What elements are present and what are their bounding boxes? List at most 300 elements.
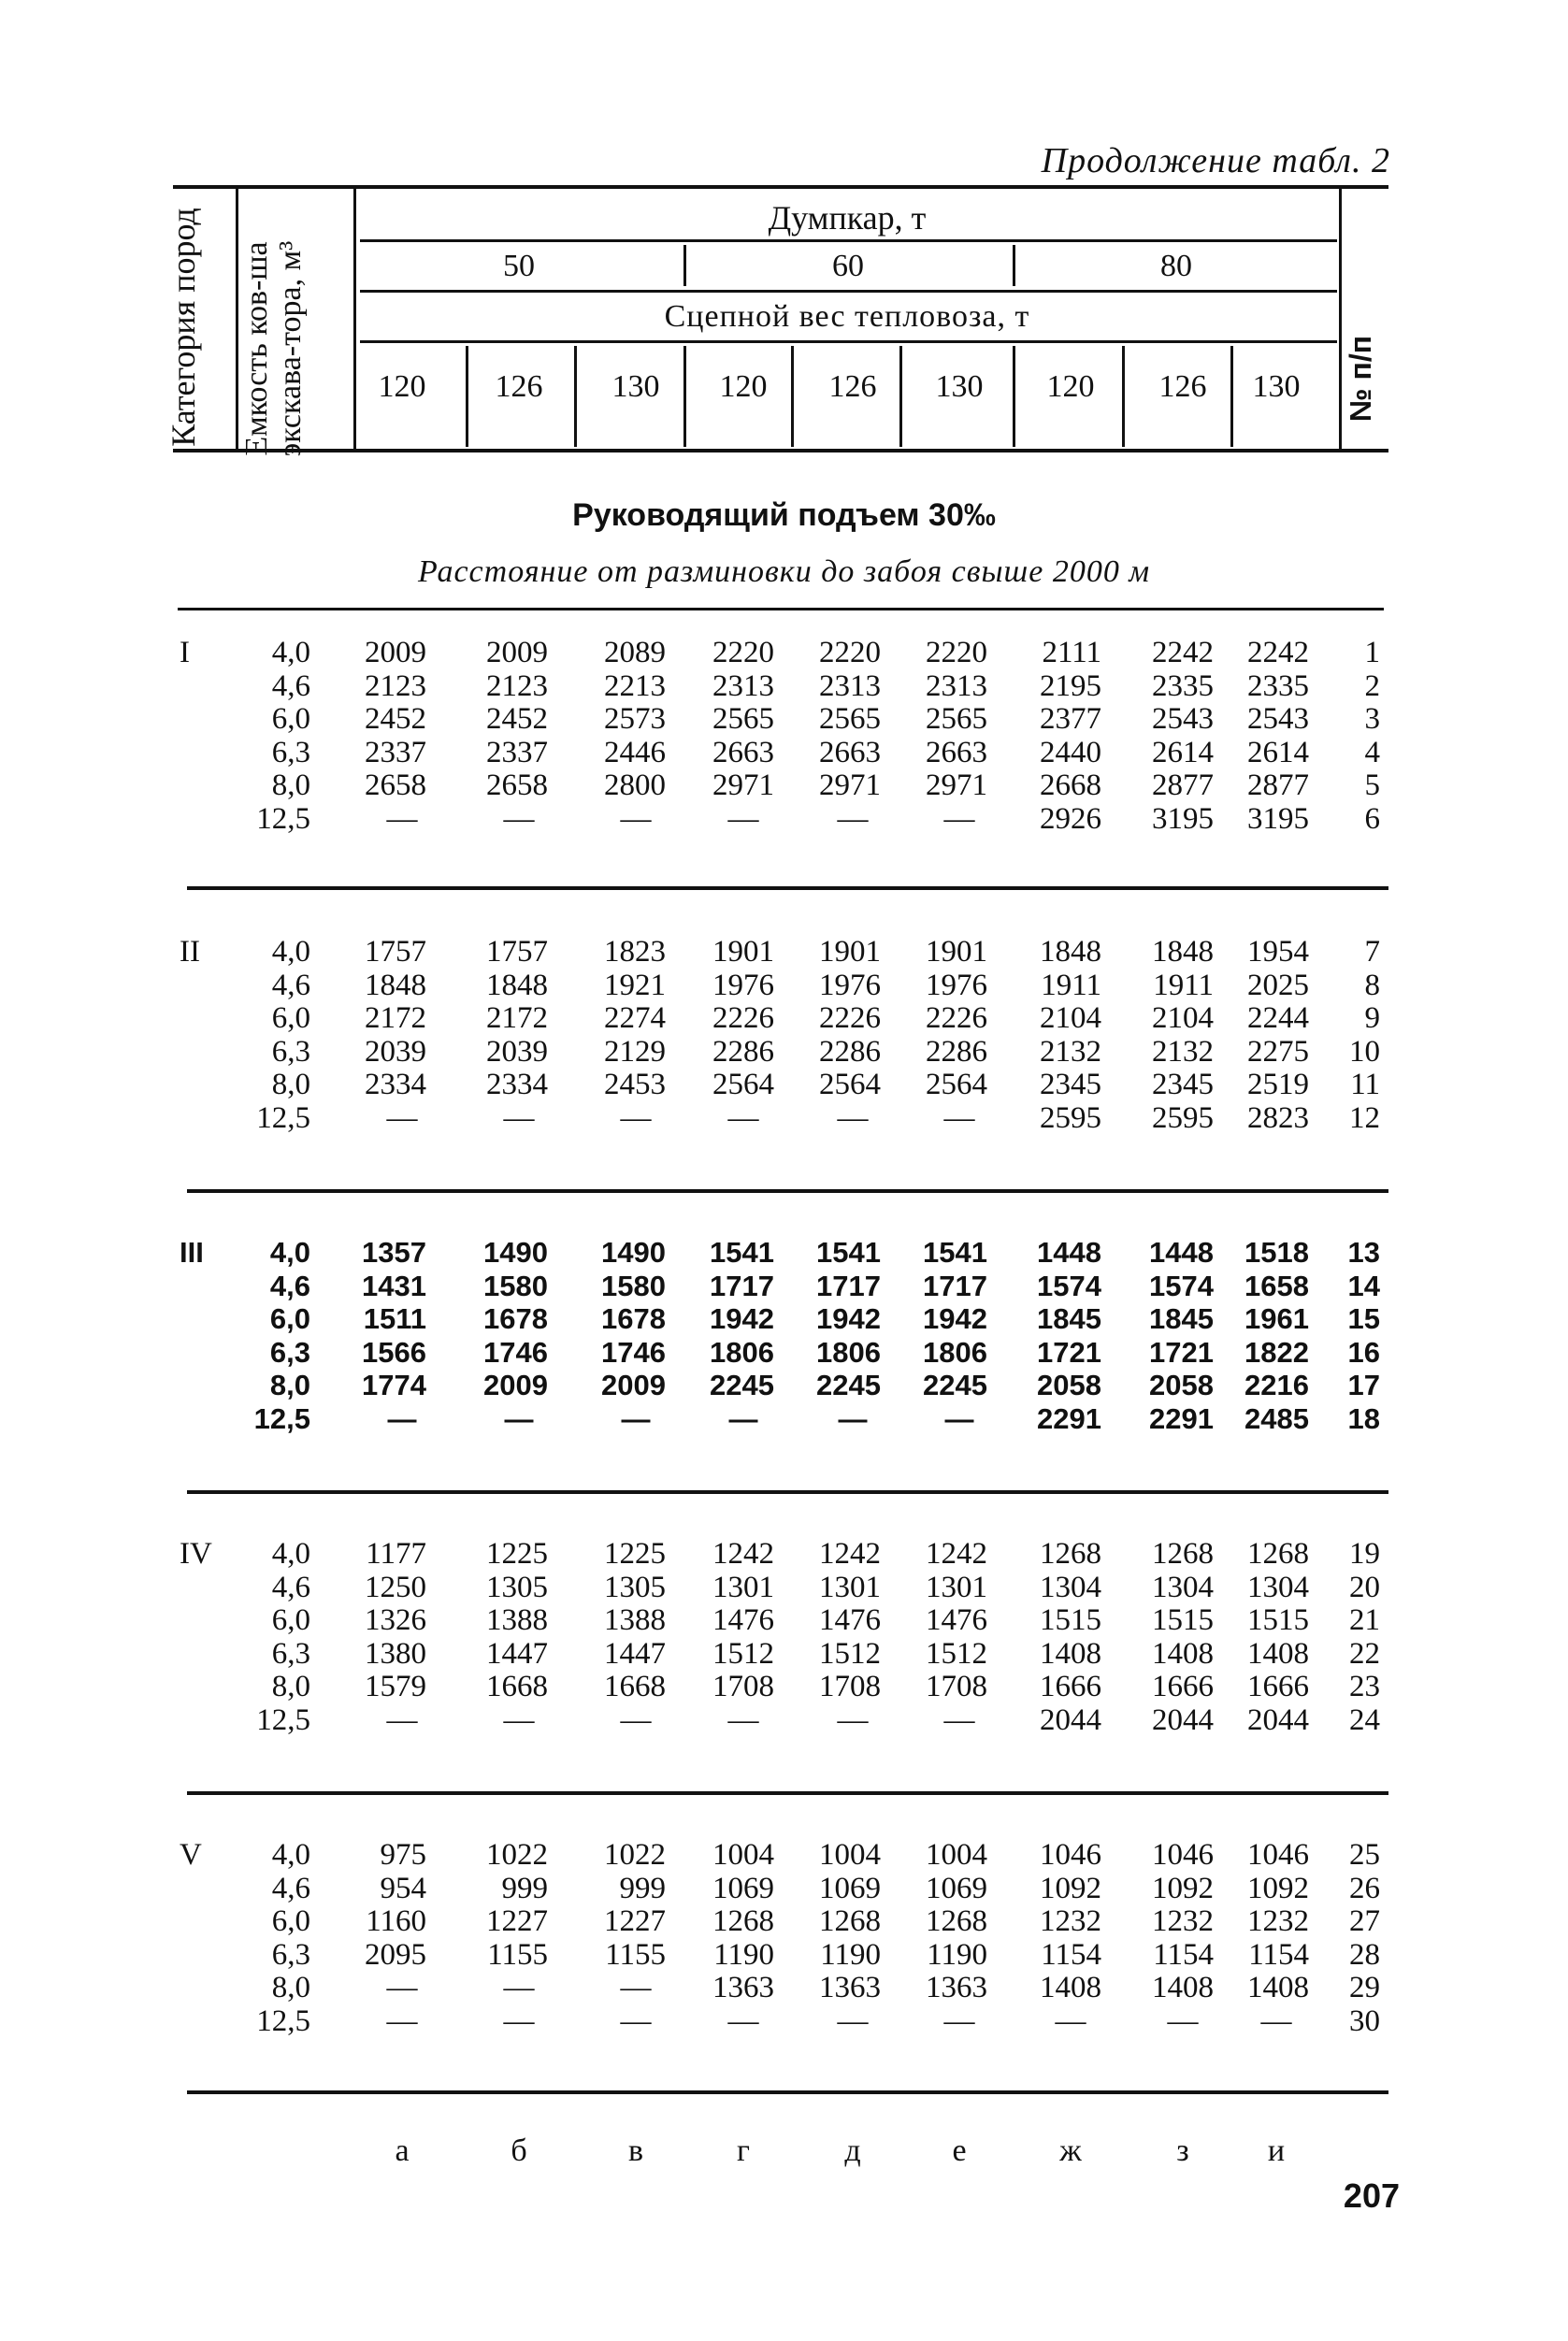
table-cell: 1515 <box>1247 1603 1309 1638</box>
row-number: 2 <box>1364 668 1380 703</box>
table-cell: 2044 <box>1152 1703 1214 1737</box>
table-cell: 1242 <box>819 1537 881 1571</box>
table-cell: 1388 <box>604 1603 666 1638</box>
table-cell: 1304 <box>1040 1570 1101 1604</box>
category-label: II <box>180 935 200 969</box>
table-cell: 2132 <box>1152 1034 1214 1069</box>
row-number: 21 <box>1349 1603 1380 1638</box>
bucket-capacity: 8,0 <box>271 1670 310 1704</box>
table-cell: 2044 <box>1247 1703 1309 1737</box>
row-number: 7 <box>1364 935 1380 969</box>
table-cell: 2039 <box>365 1034 426 1069</box>
table-cell: 2337 <box>365 735 426 769</box>
table-cell: 2335 <box>1152 668 1214 703</box>
table-cell: 1268 <box>712 1904 774 1939</box>
column-letter: б <box>511 2133 527 2168</box>
section-subtitle: Расстояние от разминовки до забоя свыше 2000 м <box>417 554 1151 589</box>
table-cell: 2226 <box>926 1001 987 1036</box>
table-cell: 1408 <box>1247 1636 1309 1671</box>
table-cell: 1160 <box>366 1904 426 1939</box>
row-number: 19 <box>1349 1537 1380 1571</box>
table-cell: 2614 <box>1152 735 1214 769</box>
table-cell: 1668 <box>486 1670 548 1704</box>
bucket-capacity: 6,0 <box>269 1302 310 1336</box>
header-divider <box>1230 346 1233 447</box>
table-cell: 2104 <box>1040 1001 1101 1036</box>
table-cell: 2668 <box>1040 768 1101 803</box>
table-cell: 2565 <box>819 702 881 737</box>
page-number: 207 <box>1343 2176 1400 2215</box>
table-cell: 1268 <box>1040 1537 1101 1571</box>
header-dumpcar-60: 60 <box>832 249 864 283</box>
row-number: 25 <box>1349 1838 1380 1872</box>
table-cell: — <box>1260 2004 1292 2038</box>
header-rule <box>360 340 1337 343</box>
table-cell: — <box>943 802 975 836</box>
table-cell: 2313 <box>819 668 881 703</box>
table-cell: 1305 <box>486 1570 548 1604</box>
row-number: 16 <box>1347 1335 1380 1369</box>
table-cell: — <box>386 1703 418 1737</box>
table-cell: 1092 <box>1040 1871 1101 1905</box>
table-cell: 2971 <box>926 768 987 803</box>
table-cell: 2543 <box>1152 702 1214 737</box>
table-cell: 1717 <box>710 1269 774 1302</box>
table-cell: 1155 <box>487 1937 548 1972</box>
bucket-capacity: 8,0 <box>269 1369 310 1402</box>
table-cell: 1363 <box>926 1971 987 2005</box>
table-cell: 2313 <box>712 668 774 703</box>
row-number: 28 <box>1349 1937 1380 1972</box>
table-cell: 2595 <box>1152 1101 1214 1135</box>
table-cell: 2658 <box>486 768 548 803</box>
table-cell: — <box>503 802 535 836</box>
table-cell: 1911 <box>1153 968 1214 1002</box>
table-cell: 1668 <box>604 1670 666 1704</box>
header-divider <box>1122 346 1125 447</box>
table-cell: 1408 <box>1247 1971 1309 2005</box>
row-number: 3 <box>1364 702 1380 737</box>
table-cell: 2286 <box>712 1034 774 1069</box>
table-cell: 1848 <box>486 968 548 1002</box>
table-cell: 1658 <box>1244 1269 1309 1302</box>
table-cell: 2334 <box>486 1068 548 1102</box>
table-cell: 1476 <box>926 1603 987 1638</box>
header-divider <box>1013 346 1015 447</box>
table-cell: — <box>620 1703 652 1737</box>
table-cell: 1154 <box>1248 1937 1309 1972</box>
table-cell: 2286 <box>819 1034 881 1069</box>
table-cell: 1304 <box>1247 1570 1309 1604</box>
table-cell: 2220 <box>819 636 881 669</box>
table-cell: 1666 <box>1247 1670 1309 1704</box>
category-label: IV <box>180 1537 212 1571</box>
table-cell: 2095 <box>365 1937 426 1972</box>
table-cell: 1678 <box>483 1302 548 1336</box>
column-letter: и <box>1267 2133 1286 2168</box>
table-cell: 2226 <box>819 1001 881 1036</box>
table-cell: 1301 <box>819 1570 881 1604</box>
bucket-capacity: 12,5 <box>256 1703 310 1737</box>
table-cell: — <box>837 802 869 836</box>
table-cell: 1268 <box>926 1904 987 1939</box>
table-cell: 1476 <box>712 1603 774 1638</box>
row-number: 22 <box>1349 1636 1380 1671</box>
table-cell: 1757 <box>486 935 548 969</box>
table-cell: 1515 <box>1152 1603 1214 1638</box>
table-cell: 2242 <box>1152 636 1214 669</box>
row-number: 11 <box>1350 1068 1380 1102</box>
table-cell: — <box>387 1402 417 1435</box>
column-letter: в <box>627 2133 644 2168</box>
header-loco-value: 120 <box>378 369 426 404</box>
header-dumpcar: Думпкар, т <box>768 199 927 237</box>
header-rule <box>360 239 1337 242</box>
header-category: Категория пород <box>165 208 202 447</box>
table-cell: 1363 <box>712 1971 774 2005</box>
bucket-capacity: 4,6 <box>271 1570 310 1604</box>
table-cell: — <box>727 1101 759 1135</box>
table-cell: 2453 <box>604 1068 666 1102</box>
table-cell: 2275 <box>1247 1034 1309 1069</box>
table-cell: 2345 <box>1040 1068 1101 1102</box>
table-cell: 1242 <box>926 1537 987 1571</box>
table-cell: 1476 <box>819 1603 881 1638</box>
bucket-capacity: 12,5 <box>256 2004 310 2038</box>
table-cell: 1717 <box>923 1269 987 1302</box>
table-cell: — <box>943 1703 975 1737</box>
table-cell: — <box>943 1101 975 1135</box>
bucket-capacity: 6,0 <box>271 1001 310 1036</box>
table-cell: 2226 <box>712 1001 774 1036</box>
row-number: 24 <box>1349 1703 1380 1737</box>
table-cell: — <box>727 1703 759 1737</box>
category-label: III <box>180 1236 204 1269</box>
table-cell: 2058 <box>1149 1369 1214 1402</box>
row-number: 5 <box>1364 768 1380 803</box>
table-cell: 2291 <box>1149 1402 1214 1435</box>
table-cell: 2971 <box>712 768 774 803</box>
table-cell: 2595 <box>1040 1101 1101 1135</box>
table-cell: 2220 <box>926 636 987 669</box>
table-cell: — <box>386 1101 418 1135</box>
row-number: 12 <box>1349 1101 1380 1135</box>
table-cell: 2519 <box>1247 1068 1309 1102</box>
table-cell: 1823 <box>604 935 666 969</box>
table-cell: 2172 <box>486 1001 548 1036</box>
section-title: Руководящий подъем 30‰ <box>572 497 996 533</box>
table-cell: — <box>837 1101 869 1135</box>
table-cell: 2245 <box>816 1369 881 1402</box>
table-cell: 1757 <box>365 935 426 969</box>
table-cell: 2564 <box>926 1068 987 1102</box>
table-cell: 1388 <box>486 1603 548 1638</box>
table-cell: 1746 <box>601 1335 666 1369</box>
table-cell: 999 <box>619 1871 666 1905</box>
table-cell: — <box>620 2004 652 2038</box>
table-cell: 2009 <box>365 636 426 669</box>
table-cell: 1022 <box>486 1838 548 1872</box>
table-cell: 1069 <box>926 1871 987 1905</box>
table-cell: 1232 <box>1040 1904 1101 1939</box>
table-cell: 1774 <box>362 1369 426 1402</box>
table-cell: 1901 <box>712 935 774 969</box>
table-cell: 2025 <box>1247 968 1309 1002</box>
table-cell: 1708 <box>926 1670 987 1704</box>
table-cell: 1069 <box>712 1871 774 1905</box>
table-cell: — <box>944 1402 974 1435</box>
header-bottom-rule <box>173 449 1388 452</box>
table-cell: 1579 <box>365 1670 426 1704</box>
table-cell: 1155 <box>605 1937 666 1972</box>
row-number: 29 <box>1349 1971 1380 2005</box>
table-cell: 1717 <box>816 1269 881 1302</box>
bucket-capacity: 12,5 <box>253 1402 310 1435</box>
table-cell: 1822 <box>1244 1335 1309 1369</box>
bucket-capacity: 8,0 <box>271 1068 310 1102</box>
table-cell: 1301 <box>712 1570 774 1604</box>
table-cell: 2663 <box>819 735 881 769</box>
table-cell: 1806 <box>923 1335 987 1369</box>
table-cell: 1541 <box>923 1236 987 1269</box>
table-cell: 1921 <box>604 968 666 1002</box>
table-cell: 1976 <box>926 968 987 1002</box>
header-loco-value: 120 <box>1046 369 1095 404</box>
bucket-capacity: 6,0 <box>271 702 310 737</box>
row-number: 10 <box>1349 1034 1380 1069</box>
table-cell: — <box>837 2004 869 2038</box>
bucket-capacity: 4,6 <box>271 668 310 703</box>
table-cell: 1092 <box>1247 1871 1309 1905</box>
table-cell: — <box>943 2004 975 2038</box>
table-cell: 2195 <box>1040 668 1101 703</box>
table-cell: 1227 <box>604 1904 666 1939</box>
table-cell: 1022 <box>604 1838 666 1872</box>
table-cell: 1942 <box>923 1302 987 1336</box>
table-cell: 2564 <box>712 1068 774 1102</box>
bucket-capacity: 6,0 <box>271 1603 310 1638</box>
table-cell: 1069 <box>819 1871 881 1905</box>
bucket-capacity: 6,3 <box>271 1034 310 1069</box>
row-number: 15 <box>1347 1302 1380 1336</box>
bucket-capacity: 6,3 <box>271 1636 310 1671</box>
table-cell: 1408 <box>1152 1636 1214 1671</box>
header-loco-value: 126 <box>495 369 543 404</box>
row-number: 4 <box>1364 735 1380 769</box>
table-cell: 2291 <box>1037 1402 1101 1435</box>
table-cell: 2452 <box>486 702 548 737</box>
table-cell: 1225 <box>486 1537 548 1571</box>
category-label: I <box>180 636 190 669</box>
table-cell: 1242 <box>712 1537 774 1571</box>
table-cell: 1232 <box>1152 1904 1214 1939</box>
table-cell: 2800 <box>604 768 666 803</box>
header-bucket-capacity: Емкость ков-ша экскава-тора, м³ <box>239 240 308 457</box>
table-cell: 2446 <box>604 735 666 769</box>
table-cell: 1511 <box>363 1302 426 1336</box>
table-cell: 1363 <box>819 1971 881 2005</box>
table-cell: 1848 <box>365 968 426 1002</box>
table-cell: 2216 <box>1244 1369 1309 1402</box>
bucket-capacity: 8,0 <box>271 768 310 803</box>
table-cell: 1447 <box>486 1636 548 1671</box>
table-cell: 1046 <box>1040 1838 1101 1872</box>
table-cell: — <box>620 1971 652 2005</box>
table-cell: 1678 <box>601 1302 666 1336</box>
header-divider <box>1013 245 1015 286</box>
bucket-capacity: 6,3 <box>271 735 310 769</box>
table-cell: 1721 <box>1149 1335 1214 1369</box>
bucket-capacity: 4,6 <box>271 968 310 1002</box>
table-cell: 1154 <box>1041 1937 1101 1972</box>
table-cell: 2245 <box>923 1369 987 1402</box>
table-cell: 2565 <box>926 702 987 737</box>
table-cell: 1004 <box>926 1838 987 1872</box>
group-rule <box>187 886 1388 890</box>
table-cell: — <box>837 1703 869 1737</box>
bucket-capacity: 6,0 <box>271 1904 310 1939</box>
table-cell: — <box>1055 2004 1086 2038</box>
table-cell: 1490 <box>601 1236 666 1269</box>
table-cell: 2123 <box>486 668 548 703</box>
table-cell: 2823 <box>1247 1101 1309 1135</box>
table-cell: 1004 <box>712 1838 774 1872</box>
column-letter: з <box>1176 2133 1189 2168</box>
bucket-capacity: 4,0 <box>271 1537 310 1571</box>
table-cell: 1942 <box>710 1302 774 1336</box>
table-cell: 1518 <box>1244 1236 1309 1269</box>
table-cell: 2244 <box>1247 1001 1309 1036</box>
table-cell: 1227 <box>486 1904 548 1939</box>
row-number: 30 <box>1349 2004 1380 2038</box>
table-cell: 1448 <box>1149 1236 1214 1269</box>
header-loco-value: 130 <box>1252 369 1301 404</box>
table-cell: 2274 <box>604 1001 666 1036</box>
table-cell: — <box>503 1703 535 1737</box>
table-cell: 1911 <box>1041 968 1101 1002</box>
table-cell: 1976 <box>712 968 774 1002</box>
table-cell: 1806 <box>710 1335 774 1369</box>
table-cell: 2172 <box>365 1001 426 1036</box>
table-cell: 1268 <box>819 1904 881 1939</box>
bucket-capacity: 12,5 <box>256 802 310 836</box>
bucket-capacity: 4,0 <box>271 935 310 969</box>
table-cell: 2058 <box>1037 1369 1101 1402</box>
table-cell: — <box>386 1971 418 2005</box>
row-number: 20 <box>1349 1570 1380 1604</box>
header-loco-value: 120 <box>719 369 768 404</box>
header-divider <box>683 245 686 286</box>
table-cell: 2009 <box>601 1369 666 1402</box>
table-cell: 1046 <box>1152 1838 1214 1872</box>
table-cell: 2926 <box>1040 802 1101 836</box>
table-cell: 1408 <box>1040 1636 1101 1671</box>
table-cell: 3195 <box>1247 802 1309 836</box>
table-cell: 1942 <box>816 1302 881 1336</box>
row-number: 26 <box>1349 1871 1380 1905</box>
table-cell: 2104 <box>1152 1001 1214 1036</box>
table-cell: 1806 <box>816 1335 881 1369</box>
table-cell: 1574 <box>1037 1269 1101 1302</box>
column-letter: г <box>737 2133 750 2168</box>
table-cell: — <box>620 1101 652 1135</box>
header-dumpcar-50: 50 <box>503 249 535 283</box>
table-cell: 2971 <box>819 768 881 803</box>
table-cell: — <box>386 802 418 836</box>
table-cell: 2089 <box>604 636 666 669</box>
table-cell: 1708 <box>819 1670 881 1704</box>
header-loco-value: 130 <box>611 369 660 404</box>
table-cell: — <box>728 1402 758 1435</box>
table-cell: — <box>838 1402 868 1435</box>
table-cell: 2242 <box>1247 636 1309 669</box>
table-cell: 1448 <box>1037 1236 1101 1269</box>
header-divider <box>466 346 468 447</box>
table-cell: 1746 <box>483 1335 548 1369</box>
table-cell: 2286 <box>926 1034 987 1069</box>
header-dumpcar-80: 80 <box>1160 249 1192 283</box>
table-cell: 1190 <box>713 1937 774 1972</box>
table-cell: 1848 <box>1152 935 1214 969</box>
table-cell: — <box>620 802 652 836</box>
table-cell: 1901 <box>819 935 881 969</box>
table-cell: 999 <box>501 1871 548 1905</box>
table-cell: 1541 <box>710 1236 774 1269</box>
table-cell: 1541 <box>816 1236 881 1269</box>
table-cell: 1326 <box>365 1603 426 1638</box>
table-cell: 1380 <box>365 1636 426 1671</box>
table-cell: 2213 <box>604 668 666 703</box>
table-cell: 1092 <box>1152 1871 1214 1905</box>
table-cell: 2565 <box>712 702 774 737</box>
table-cell: 2039 <box>486 1034 548 1069</box>
column-letter: е <box>952 2133 967 2168</box>
table-cell: 1408 <box>1040 1971 1101 2005</box>
header-row-number: № п/п <box>1344 335 1377 423</box>
bucket-capacity: 4,6 <box>271 1871 310 1905</box>
table-cell: 1566 <box>362 1335 426 1369</box>
table-cell: — <box>1167 2004 1199 2038</box>
table-cell: 1580 <box>483 1269 548 1302</box>
table-cell: 2123 <box>365 668 426 703</box>
table-cell: 1512 <box>926 1636 987 1671</box>
table-cell: 2220 <box>712 636 774 669</box>
table-cell: 2345 <box>1152 1068 1214 1102</box>
row-number: 1 <box>1364 636 1380 669</box>
bucket-capacity: 12,5 <box>256 1101 310 1135</box>
table-cell: 2614 <box>1247 735 1309 769</box>
category-label: V <box>180 1838 202 1872</box>
table-cell: 2663 <box>926 735 987 769</box>
table-cell: 1515 <box>1040 1603 1101 1638</box>
row-number: 9 <box>1364 1001 1380 1036</box>
table-cell: — <box>386 2004 418 2038</box>
row-number: 6 <box>1364 802 1380 836</box>
table-cell: 2877 <box>1247 768 1309 803</box>
table-cell: 1954 <box>1247 935 1309 969</box>
table-cell: 2573 <box>604 702 666 737</box>
header-divider <box>574 346 577 447</box>
table-cell: 1357 <box>362 1236 426 1269</box>
table-cell: 1431 <box>362 1269 426 1302</box>
table-cell: 2044 <box>1040 1703 1101 1737</box>
table-cell: 1190 <box>820 1937 881 1972</box>
table-caption: Продолжение табл. 2 <box>1041 141 1390 180</box>
table-cell: 2313 <box>926 668 987 703</box>
table-cell: 975 <box>380 1838 426 1872</box>
table-cell: 2245 <box>710 1369 774 1402</box>
table-cell: 1512 <box>712 1636 774 1671</box>
